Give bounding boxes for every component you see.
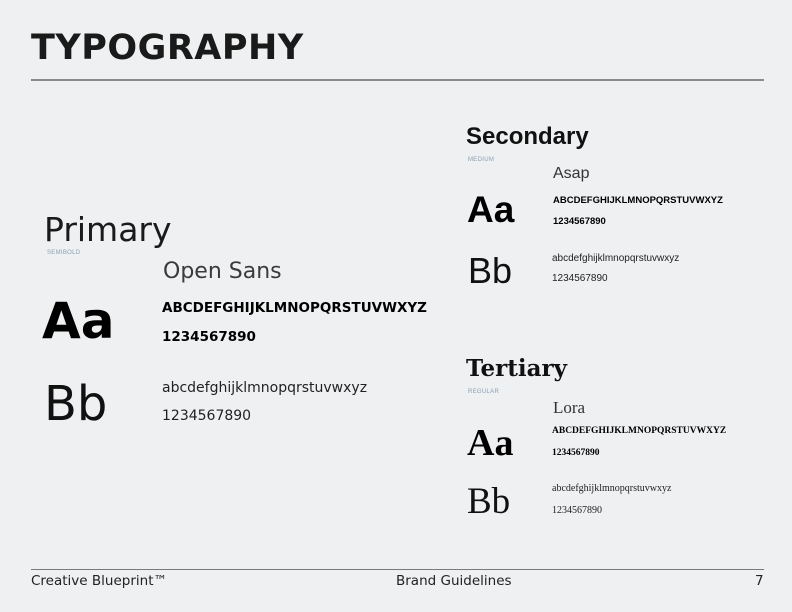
primary-heading: Primary	[44, 210, 172, 249]
primary-lowercase-sample: Bb	[44, 376, 108, 432]
tertiary-font-name: Lora	[553, 398, 586, 417]
secondary-heading: Secondary	[466, 123, 589, 150]
secondary-uppercase-alphabet: ABCDEFGHIJKLMNOPQRSTUVWXYZ	[553, 195, 723, 206]
secondary-lowercase-sample: Bb	[468, 250, 513, 291]
primary-uppercase-sample: Aa	[42, 292, 115, 350]
tertiary-weight-label: REGULAR	[468, 389, 500, 395]
secondary-lowercase-alphabet: abcdefghijklmnopqrstuvwxyz	[552, 253, 680, 264]
primary-regular-digits: 1234567890	[162, 408, 252, 424]
secondary-font-name: Asap	[553, 165, 590, 182]
page-title: TYPOGRAPHY	[31, 28, 304, 68]
tertiary-uppercase-alphabet: ABCDEFGHIJKLMNOPQRSTUVWXYZ	[552, 426, 727, 436]
primary-uppercase-alphabet: ABCDEFGHIJKLMNOPQRSTUVWXYZ	[162, 300, 427, 316]
primary-weight-label: SEMIBOLD	[47, 250, 81, 256]
tertiary-lowercase-sample: Bb	[467, 481, 511, 522]
footer-divider	[31, 569, 764, 570]
tertiary-bold-digits: 1234567890	[552, 448, 600, 458]
secondary-regular-digits: 1234567890	[552, 273, 608, 284]
tertiary-uppercase-sample: Aa	[467, 422, 514, 464]
primary-font-name: Open Sans	[163, 259, 282, 284]
footer-document-title: Brand Guidelines	[396, 573, 512, 589]
tertiary-heading: Tertiary	[466, 355, 567, 382]
secondary-weight-label: MEDIUM	[468, 157, 495, 163]
secondary-bold-digits: 1234567890	[553, 216, 606, 227]
secondary-uppercase-sample: Aa	[467, 189, 515, 230]
title-divider	[31, 79, 764, 81]
tertiary-lowercase-alphabet: abcdefghijklmnopqrstuvwxyz	[552, 483, 672, 494]
tertiary-regular-digits: 1234567890	[552, 505, 602, 516]
primary-lowercase-alphabet: abcdefghijklmnopqrstuvwxyz	[162, 380, 368, 396]
page-number: 7	[755, 573, 764, 589]
footer-brand: Creative Blueprint™	[31, 573, 167, 589]
primary-bold-digits: 1234567890	[162, 329, 256, 345]
